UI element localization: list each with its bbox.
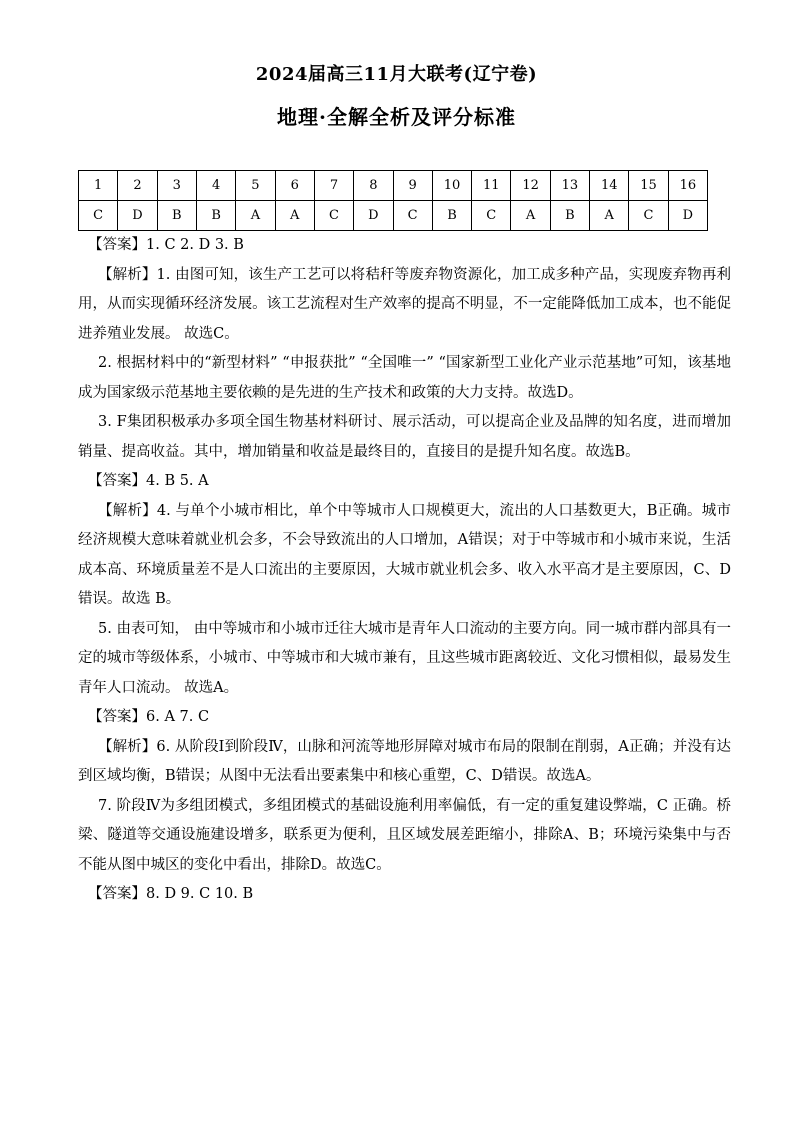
question-number-cell: 1	[79, 171, 118, 201]
answer-cell: D	[668, 201, 707, 231]
answer-cell: C	[79, 201, 118, 231]
answer-cell: A	[590, 201, 629, 231]
answer-table-number-row	[79, 171, 708, 201]
explanation-body	[78, 231, 731, 910]
answer-cell: B	[157, 201, 196, 231]
explanation-paragraph: 【解析】4. 与单个小城市相比，单个中等城市人口规模更大，流出的人口基数更大，B正确。城市经济规模大意味着就业机会多，不会导致流出的人口增加，A错误；对于中等城市和小城市来说，生活成本高、环境质量差不是人口流出的主要原因，大城市就业机会多、收入水平高才是主要原因，C、D错误。故选 B。	[78, 502, 731, 607]
answer-cell: C	[393, 201, 432, 231]
answer-cell: D	[118, 201, 157, 231]
question-number-cell: 12	[511, 171, 550, 201]
answer-cell: C	[472, 201, 511, 231]
question-number-cell: 6	[275, 171, 314, 201]
answer-cell: B	[196, 201, 235, 231]
question-number-cell: 3	[157, 171, 196, 201]
question-number-cell: 10	[432, 171, 471, 201]
answer-cell: A	[275, 201, 314, 231]
question-number-cell: 8	[354, 171, 393, 201]
question-number-cell: 15	[629, 171, 668, 201]
answer-table-answer-row	[79, 201, 708, 231]
document-title: 2024届高三11月大联考(辽宁卷)	[255, 64, 538, 85]
explanation-paragraph: 【解析】1. 由图可知，该生产工艺可以将秸秆等废弃物资源化，加工成多种产品，实现废弃物再利用，从而实现循环经济发展。该工艺流程对生产效率的提高不明显，不一定能降低加工成本，也不能促进养殖业发展。 故选C。	[78, 266, 731, 342]
question-number-cell: 16	[668, 171, 707, 201]
answer-cell: A	[511, 201, 550, 231]
answer-cell: A	[236, 201, 275, 231]
explanation-paragraph: 5. 由表可知， 由中等城市和小城市迁往大城市是青年人口流动的主要方向。同一城市群内部具有一定的城市等级体系，小城市、中等城市和大城市兼有，且这些城市距离较近、文化习惯相似，最易发生青年人口流动。 故选A。	[78, 620, 731, 696]
explanation-paragraph: 7. 阶段Ⅳ为多组团模式，多组团模式的基础设施利用率偏低，有一定的重复建设弊端，C 正确。桥梁、隧道等交通设施建设增多，联系更为便利，且区域发展差距缩小，排除A、B；环境污染集中与否不能从图中城区的变化中看出，排除D。故选C。	[78, 797, 731, 873]
answer-cell: D	[354, 201, 393, 231]
question-number-cell: 9	[393, 171, 432, 201]
answer-line: 【答案】6. A 7. C	[88, 709, 210, 725]
question-number-cell: 4	[196, 171, 235, 201]
document-subtitle: 地理·全解全析及评分标准	[277, 105, 516, 129]
answer-line: 【答案】1. C 2. D 3. B	[88, 237, 244, 253]
answer-table	[78, 170, 708, 231]
question-number-cell: 5	[236, 171, 275, 201]
explanation-paragraph: 【解析】6. 从阶段Ⅰ到阶段Ⅳ，山脉和河流等地形屏障对城市布局的限制在削弱，A正确；并没有达到区域均衡，B错误；从图中无法看出要素集中和核心重塑，C、D错误。故选A。	[78, 738, 731, 784]
answer-cell: C	[314, 201, 353, 231]
question-number-cell: 2	[118, 171, 157, 201]
question-number-cell: 13	[550, 171, 589, 201]
answer-cell: B	[550, 201, 589, 231]
question-number-cell: 11	[472, 171, 511, 201]
answer-line: 【答案】8. D 9. C 10. B	[88, 886, 254, 902]
answer-cell: B	[432, 201, 471, 231]
answer-cell: C	[629, 201, 668, 231]
question-number-cell: 14	[590, 171, 629, 201]
question-number-cell: 7	[314, 171, 353, 201]
answer-line: 【答案】4. B 5. A	[88, 473, 209, 489]
explanation-paragraph: 2. 根据材料中的“新型材料” “申报获批” “全国唯一” “国家新型工业化产业示范基地”可知，该基地成为国家级示范基地主要依赖的是先进的生产技术和政策的大力支持。故选D。	[78, 355, 731, 401]
explanation-paragraph: 3. F集团积极承办多项全国生物基材料研讨、展示活动，可以提高企业及品牌的知名度，进而增加销量、提高收益。其中，增加销量和收益是最终目的，直接目的是提升知名度。故选B。	[78, 414, 731, 460]
